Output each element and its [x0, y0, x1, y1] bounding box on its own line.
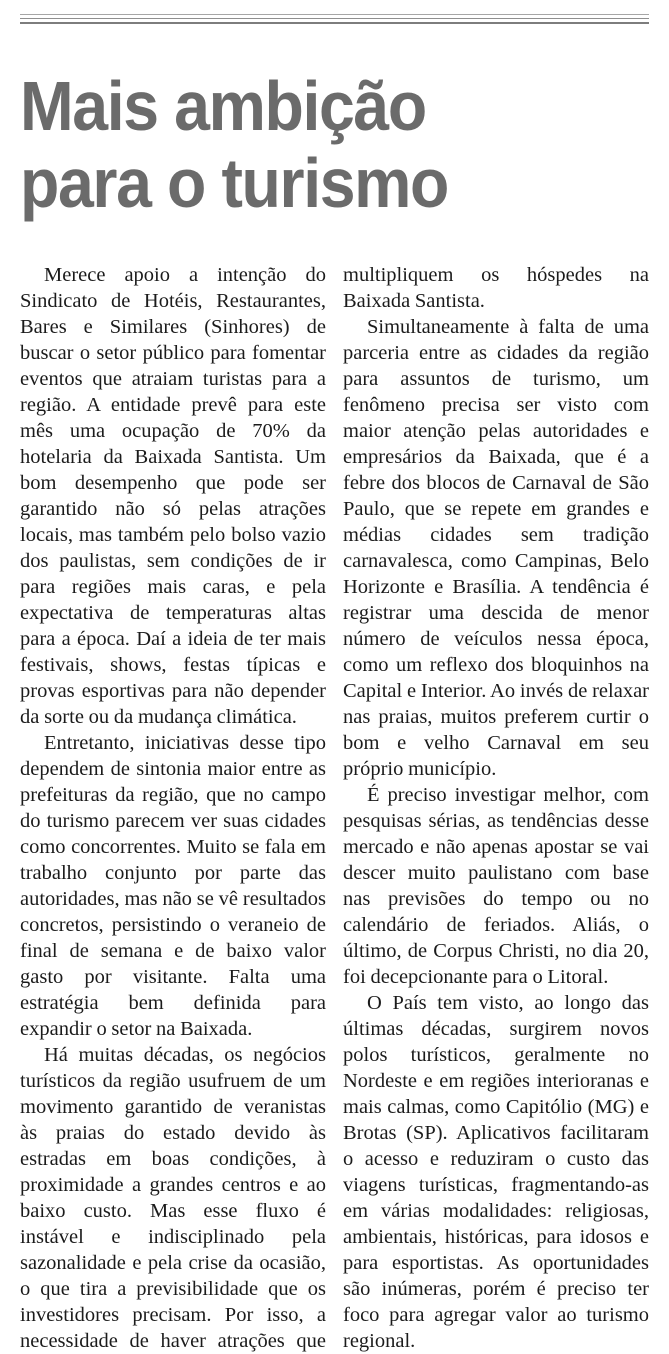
article-paragraph: Merece apoio a intenção do Sindicato de Hotéis, Restaurantes, Bares e Similares (Sinhores) de buscar o setor público para fomentar eventos que atraiam turistas para a região. A entidade prevê para este mês uma ocupação de 70% da hotelaria da Baixada Santista. Um bom desempenho que pode ser garantido não só pelas atrações locais, mas também pelo bolso vazio dos paulistas, sem condições de ir para regiões mais caras, e pela expectativa de temperaturas altas para a época. Daí a ideia de ter mais festivais, shows, festas típicas e provas esportivas para não depender da sorte ou da mudança climática. — [20, 264, 326, 728]
article-paragraph: O País tem visto, ao longo das últimas décadas, surgirem novos polos turísticos, geralmente no Nordeste e em regiões interioranas e mais calmas, como Capitólio (MG) e Brotas (SP). Aplicativos facilitaram o acesso e reduziram o custo das viagens turísticas, fragmentando-as em várias modalidades: religiosas, ambientais, históricas, para idosos e para esportistas. As oportunidades são inúmeras, porém é preciso ter foco para agregar valor ao turismo regional. — [343, 992, 649, 1352]
article-paragraph: Simultaneamente à falta de uma parceria entre as cidades da região para assuntos de turismo, um fenômeno precisa ser visto com maior atenção pelas autoridades e empresários da Baixada, que é a febre dos blocos de Carnaval de São Paulo, que se repete em grandes e médias cidades sem tradição carnavalesca, como Campinas, Belo Horizonte e Brasília. A tendência é registrar uma descida de menor número de veículos nessa época, como um reflexo dos bloquinhos na Capital e Interior. Ao invés de relaxar nas praias, muitos preferem curtir o bom e velho Carnaval em seu próprio município. — [343, 316, 649, 780]
masthead-rule-middle — [20, 18, 649, 19]
article-paragraph-continuation: multipliquem os hóspedes na Baixada Santista. — [343, 264, 649, 312]
article-paragraph: É preciso investigar melhor, com pesquisas sérias, as tendências desse mercado e não apenas apostar se vai descer muito paulistano com base nas previsões do tempo ou no calendário de feriados. Aliás, o último, de Corpus Christi, no dia 20, foi decepcionante para o Litoral. — [343, 784, 649, 988]
article-paragraph: Entretanto, iniciativas desse tipo dependem de sintonia maior entre as prefeituras da região, que no campo do turismo parecem ver suas cidades como concorrentes. Muito se fala em trabalho conjunto por parte das autoridades, mas não se vê resultados concretos, persistindo o veraneio de final de semana e de baixo valor gasto por visitante. Falta uma estratégia bem definida para expandir o setor na Baixada. — [20, 732, 326, 1040]
headline-line-2: para o turismo — [20, 144, 449, 222]
article-body — [20, 262, 649, 1354]
masthead-rule-top — [20, 14, 649, 15]
masthead-rules — [20, 14, 649, 24]
article-paragraph: Há muitas décadas, os negócios turísticos da região usufruem de um movimento garantido de veranistas às praias do estado devido às estradas em boas condições, à proximidade a grandes centros e ao baixo custo. Mas esse fluxo é instável e indisciplinado pela sazonalidade e pela crise da ocasião, o que tira a previsibilidade que os investidores precisam. Por isso, a necessidade de haver atrações que — [20, 1044, 326, 1352]
article-column-right — [343, 262, 649, 1354]
article-headline — [20, 68, 649, 222]
article-column-left — [20, 262, 326, 1354]
masthead-rule-bottom — [20, 22, 649, 24]
headline-line-1: Mais ambição — [20, 67, 426, 145]
